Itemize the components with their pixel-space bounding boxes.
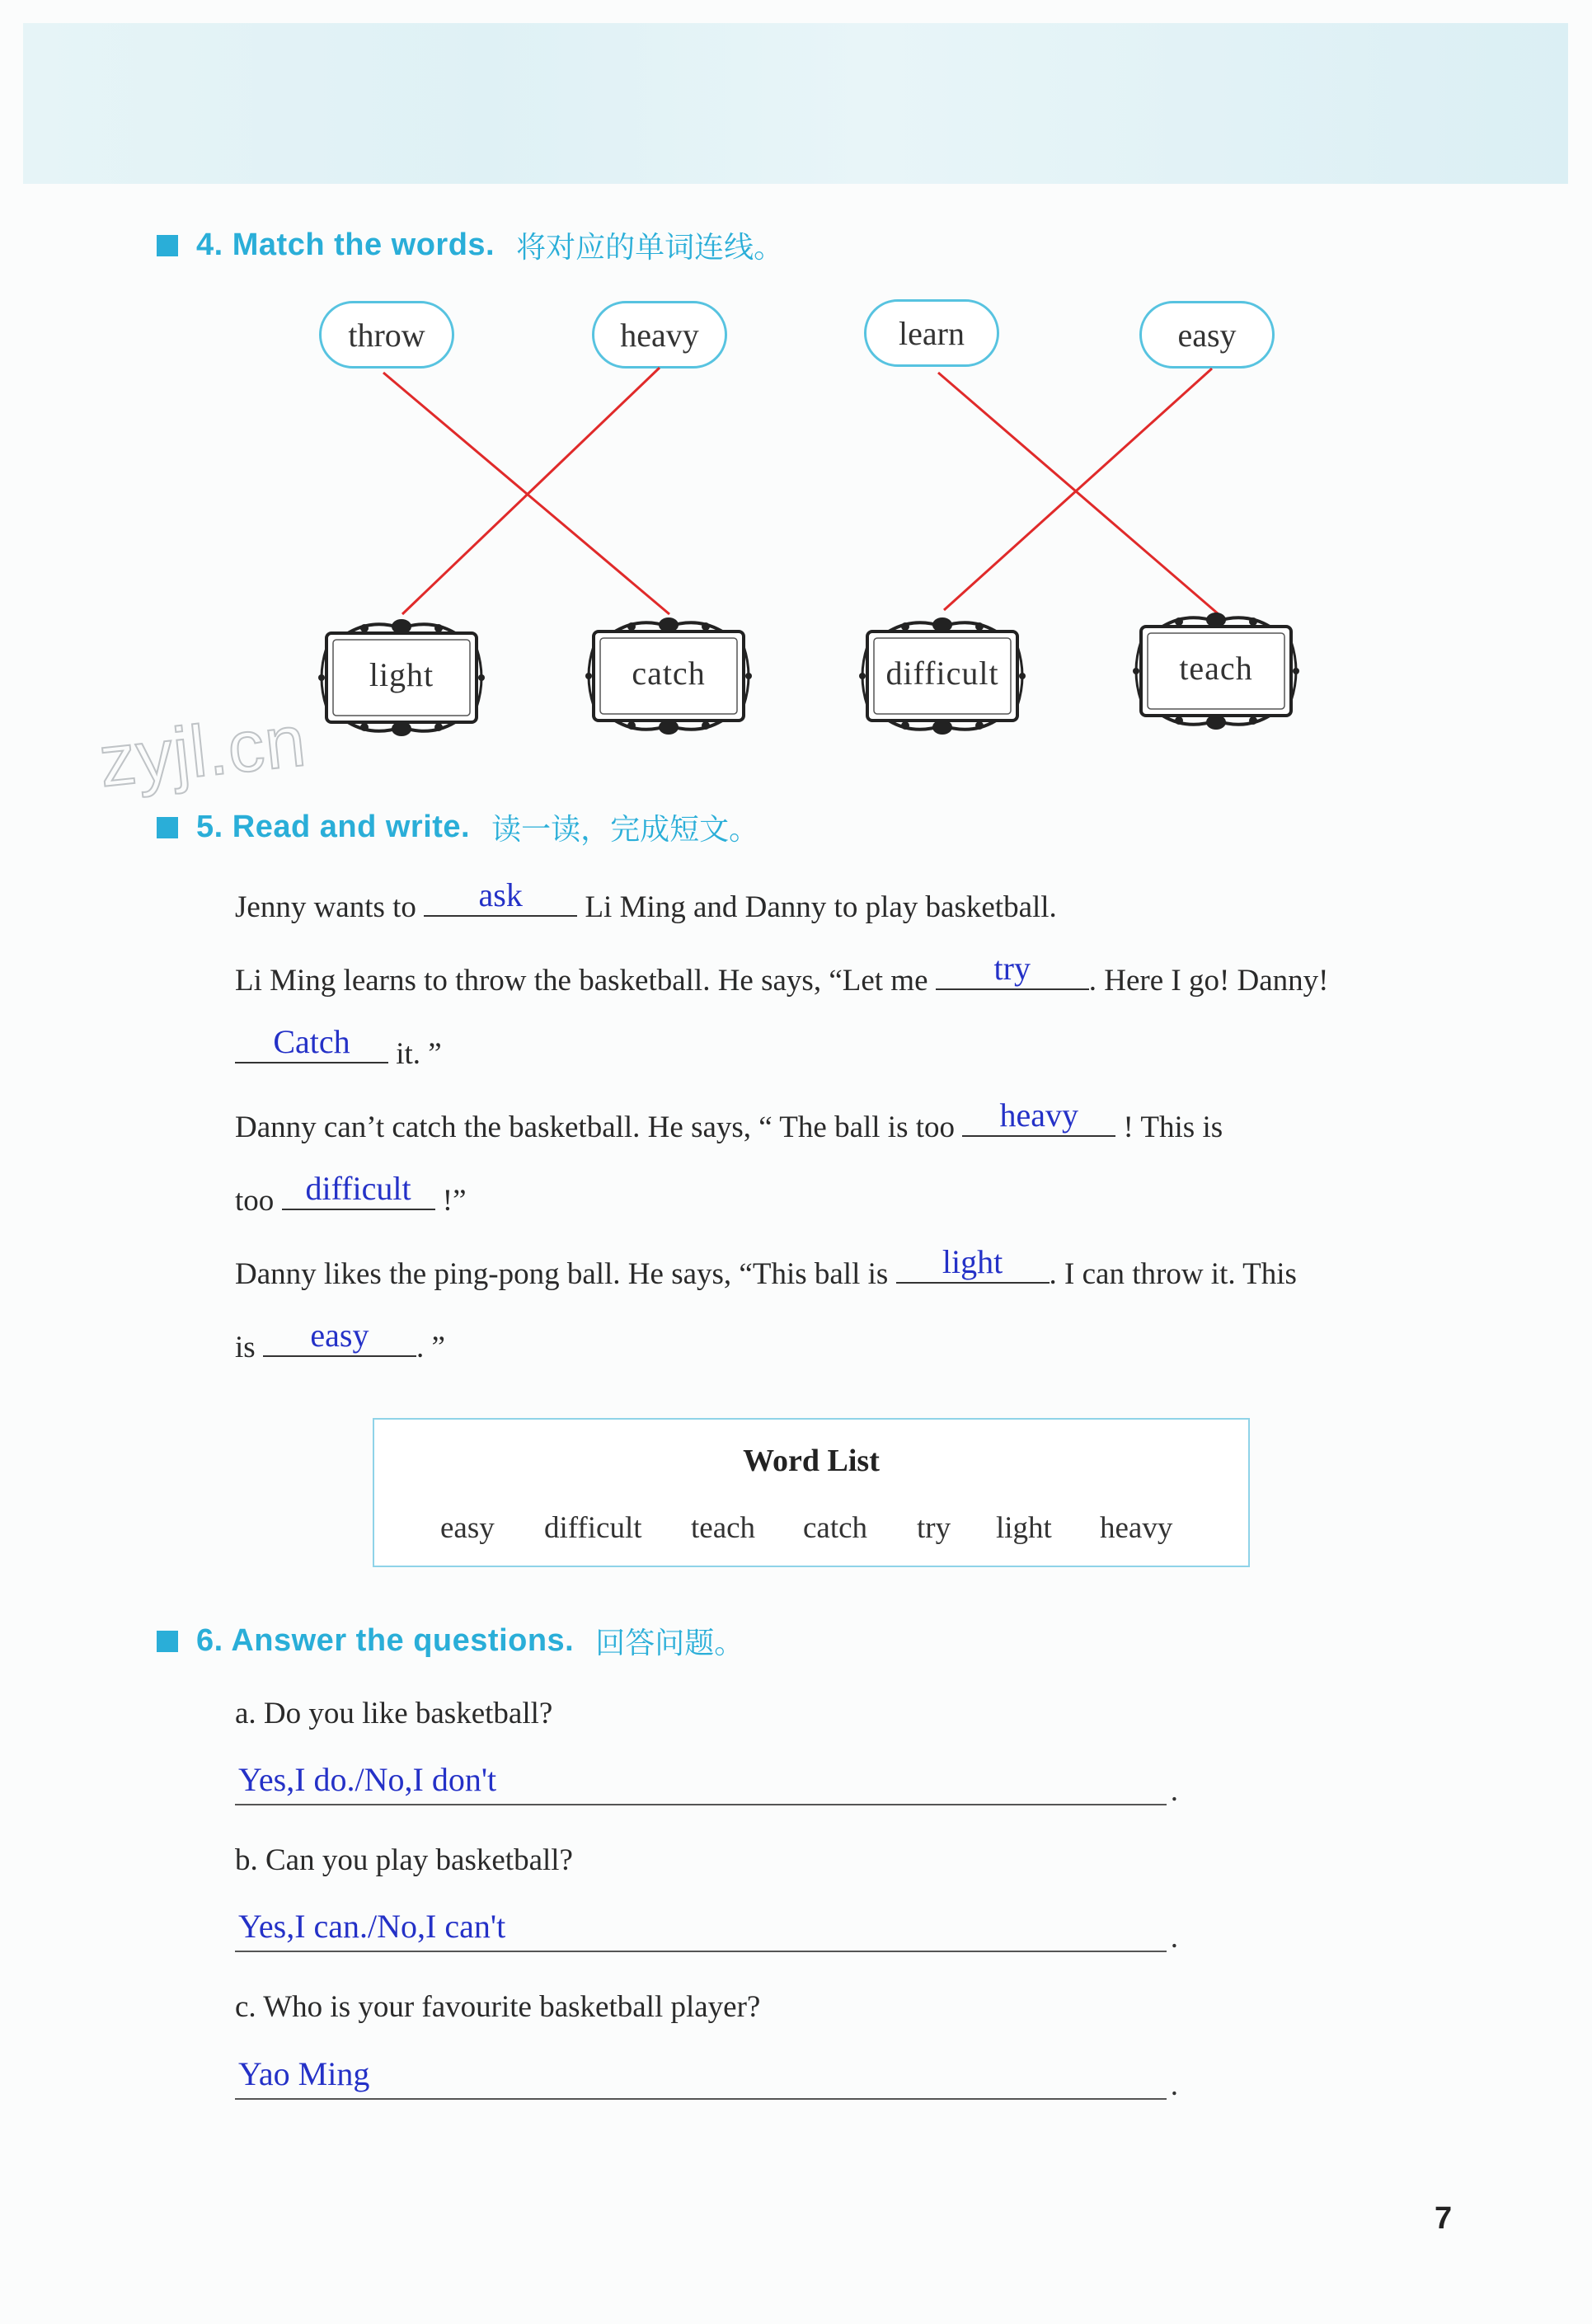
passage-text: too [235,1184,282,1218]
match-line-throw-catch [383,373,669,614]
word-list-item: light [996,1511,1052,1545]
blank-try[interactable] [936,952,1089,990]
passage-text: Jenny wants to [235,890,425,924]
frame-word-catch: catch [632,655,706,692]
passage-line-2 [235,952,1329,1002]
answer-line-b[interactable] [235,1901,1178,1955]
answer-easy: easy [310,1317,369,1354]
passage-line-6 [235,1243,1297,1295]
section-4-title-cn: 将对应的单词连线。 [516,231,784,265]
passage-line-5 [235,1172,467,1222]
passage-text: Li Ming and Danny to play basketball. [577,890,1057,924]
blank-light[interactable] [896,1243,1050,1284]
word-list-item: difficult [544,1511,642,1545]
word-pill-easy: easy [1139,301,1275,369]
section-4-title: 4. Match the words. [196,228,495,262]
word-pill-throw: throw [319,301,454,369]
blank-ask[interactable] [424,876,577,917]
question-a: a. Do you like basketball? [235,1697,553,1730]
answer-line-c[interactable] [235,2049,1178,2102]
period: . [1170,1774,1178,1808]
answer-difficult: difficult [305,1170,411,1207]
frame-word-light: light [369,656,434,693]
question-c: c. Who is your favourite basketball player? [235,1990,761,2024]
passage-line-1 [235,876,1057,928]
frame-word-teach: teach [1179,650,1253,687]
question-b: b. Can you play basketball? [235,1843,573,1877]
answer-light: light [942,1243,1003,1280]
blank-difficult[interactable] [282,1172,435,1210]
watermark: zyjl.cn [95,699,310,802]
match-line-heavy-light [402,368,660,614]
blank-easy[interactable] [263,1319,416,1357]
passage-text: is [235,1331,263,1364]
section-6-title: 6. Answer the questions. [196,1623,575,1658]
word-pill-learn: learn [864,299,999,367]
passage-text: . ” [416,1331,445,1364]
passage-text: Li Ming learns to throw the basketball. He says, “Let me [235,964,936,998]
answer-ask: ask [478,876,523,913]
passage-text: !” [434,1184,467,1218]
word-list-item: heavy [1100,1511,1173,1545]
frame-word-difficult: difficult [885,655,999,692]
blank-catch[interactable] [235,1023,388,1063]
section-5-title: 5. Read and write. [196,810,471,844]
answer-heavy: heavy [999,1096,1079,1134]
section-5-title-cn: 读一读，完成短文。 [491,813,759,847]
period: . [1170,1921,1178,1955]
answer-b: Yes,I can./No,I can't [238,1908,506,1945]
page-number: 7 [1435,2201,1453,2236]
heading-square-icon [157,1631,178,1652]
word-list-item: try [917,1511,951,1545]
passage-text: it. ” [388,1037,442,1071]
word-list-item: teach [691,1511,756,1545]
word-list-title: Word List [743,1444,880,1478]
answer-a: Yes,I do./No,I don't [238,1761,497,1798]
word-list-item: easy [440,1511,495,1545]
section-5-heading [157,806,758,848]
answer-try: try [993,950,1031,987]
match-lines [0,0,1592,824]
answer-c: Yao Ming [238,2055,370,2092]
answer-line-a[interactable] [235,1754,1178,1808]
passage-text: . Here I go! Danny! [1088,964,1329,998]
word-list-item: catch [803,1511,868,1545]
section-6-heading [157,1620,744,1662]
passage-line-4 [235,1096,1223,1148]
word-list-box [373,1418,1250,1567]
passage-line-3 [235,1023,442,1075]
word-pill-heavy: heavy [592,301,727,369]
blank-heavy[interactable] [962,1096,1115,1137]
passage-text: Danny likes the ping-pong ball. He says, “This ball is [235,1257,896,1291]
heading-square-icon [157,817,178,838]
answer-catch: Catch [273,1023,350,1060]
section-6-title-cn: 回答问题。 [595,1627,744,1660]
passage-line-7 [235,1319,445,1369]
passage-text: Danny can’t catch the basketball. He says, “ The ball is too [235,1110,963,1144]
passage-text: . I can throw it. This [1049,1257,1297,1291]
passage-text: ! This is [1115,1110,1223,1144]
period: . [1170,2068,1178,2102]
